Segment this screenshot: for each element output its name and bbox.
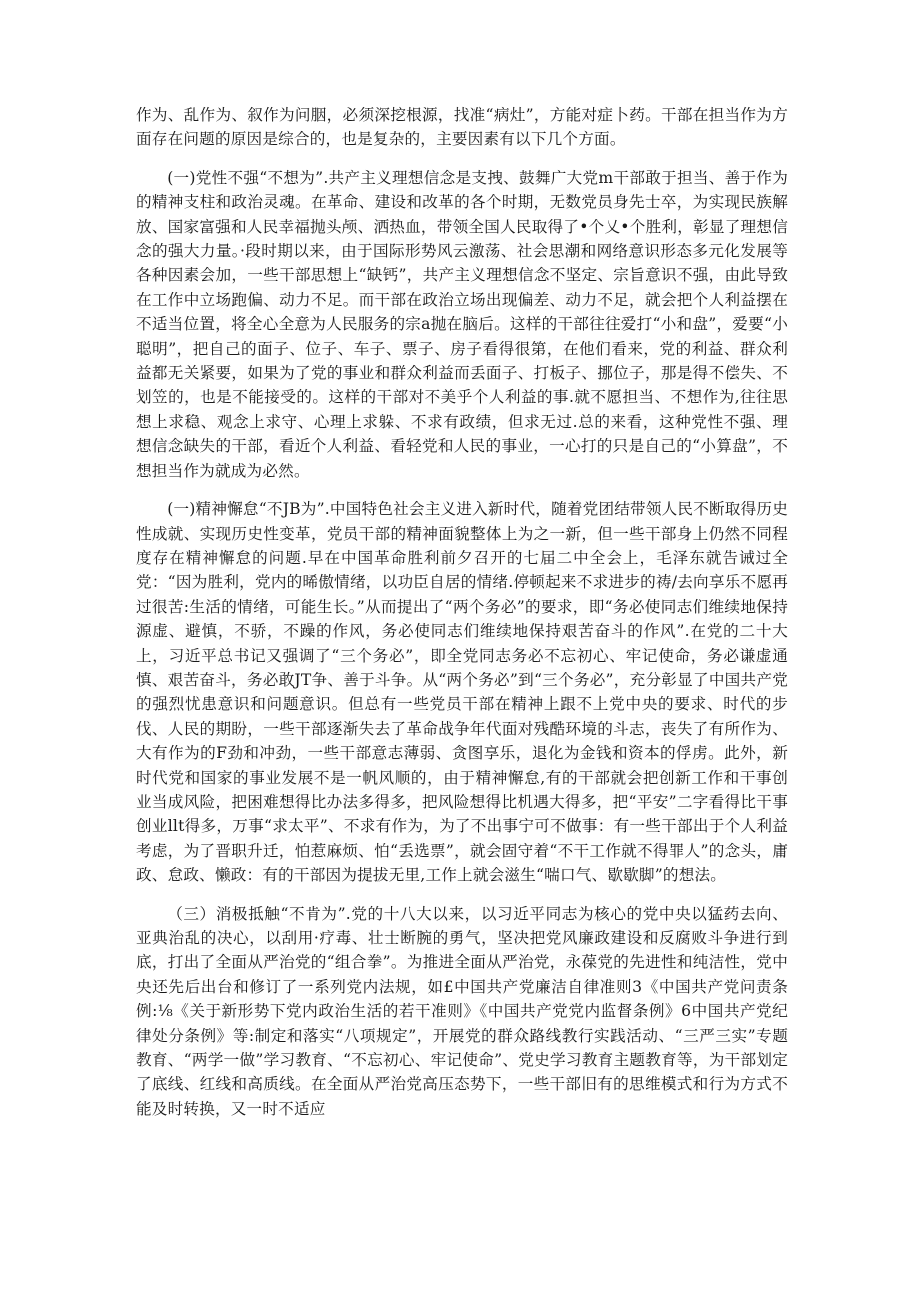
paragraph-intro-continuation: 作为、乱作为、叙作为问胭，必须深挖根源，找准“病灶”，方能对症卜药。干部在担当作为方面存在问题的原因是综合的，也是复杂的，主要因素有以下几个方面。 <box>136 106 788 149</box>
paragraph-section-1-weak-party-spirit: (一)党性不强“不想为”.共产主义理想信念是支拽、鼓舞广大党m干部敢于担当、善于作为的精神支柱和政治灵魂。在革命、建设和改革的各个时期，无数党员身先士卒，为实现民族解放、国家富强和人民幸福抛头颅、洒热血，带领全国人民取得了•个乂•个胜利，彰显了理想信念的强大力量。·段时期以来，由于国际形势风云激荡、社会思潮和网络意识形态多元化发展等各种因素会加，一些干部思想上“缺钙”，共产主义理想信念不坚定、宗旨意识不强，由此导致在工作中立场跑偏、动力不足。而干部在政治立场出现偏差、动力不足，就会把个人利益摆在不适当位置，将全心全意为人民服务的宗a抛在脑后。这样的干部往往爱打“小和盘”，爱要“小聪明”，把自己的面子、位子、车子、票子、房子看得很第，在他们看来，党的利益、群众利益都无关紧要，如果为了党的事业和群众利益而丢面子、打板子、挪位子，那是得不偿失、不划笠的，也是不能接受的。这样的干部对不美乎个人利益的事.就不愿担当、不想作为,往往思想上求稳、观念上求守、心理上求躲、不求有政绩，但求无过.总的来看，这种党性不强、理想信念缺失的干部，看近个人利益、看轻党和人民的事业，一心打的只是自己的“小算盘”，不想担当作为就成为必然。 <box>136 168 788 480</box>
paragraph-section-2-spiritual-slack: (一)精神懈怠“不JB为”.中国特色社会主义进入新时代，随着党团结带领人民不断取得历史性成就、实现历史性变革，党员干部的精神面貌整体上为之一新，但一些干部身上仍然不同程度存在精神懈怠的问题.早在中国革命胜利前夕召开的七届二中全会上，毛泽东就告诫过全党：“因为胜利，党内的晞傲情绪，以功臣自居的情绪.停顿起来不求进步的祷/去向享乐不愿再过很苦:生活的情绪，可能生长。”从而提出了“两个务必”的要求，即“务必使同志们维续地保持源虚、避慎，不骄，不躁的作风，务必使同志们维续地保持艰苦奋斗的作风”.在党的二十大上，习近平总书记又强调了“三个务必”，即全党同志务必不忘初心、牢记使命，务必谦虚通慎、艰苦奋斗，务必敢JT争、善于斗争。从“两个务必”到“三个务必”，充分彰显了中国共产党的强烈忧患意识和问题意识。但总有一些党员干部在精神上跟不上党中央的要求、时代的步伐、人民的期盼，一些干部逐渐失去了革命战争年代面对残酷环境的斗志，丧失了有所作为、大有作为的F劲和冲劲，一些干部意志薄弱、贪图享乐，退化为金钱和资本的俘虏。此外，新时代党和国家的事业发展不是一帆风顺的，由于精神懈怠,有的干部就会把创新工作和干事创业当成风险，把困难想得比办法多得多，把风险想得比机遇大得多，把“平安”二字看得比干事创业llt得多，万事“求太平”、不求有作为，为了不出事宁可不做事：有一些干部出于个人利益考虑，为了晋职升迁，怕惹麻烦、怕“丢选票”，就会固守着“不干工作就不得罪人”的念头，庸政、怠政、懒政：有的干部因为提拔无里,工作上就会滋生“喘口气、歇歇脚”的想法。 <box>136 500 788 885</box>
paragraph-section-3-passive-resistance: （三）消极抵触“不肯为”.党的十八大以来，以习近平同志为核心的党中央以猛药去向、亚典治乱的决心，以刮用·疗毒、壮士断腕的勇气，坚决把党风廉政建设和反腐败斗争进行到底，打出了全面从严治党的“组合拳”。为推进全面从严治党，永葆党的先进性和纯洁性，党中央还先后出台和修订了一系列党内法规，如£中国共产党廉洁自律准则3《中国共产党问责条例:⅛《关于新形势下党内政治生活的若干准则》《中国共产党党内监督条例》6中国共产党纪律处分条例》等:制定和落实“八项规定”，开展党的群众路线教行实践活动、“三严三实”专题教育、“两学一做”学习教育、“不忘初心、牢记使命”、党史学习教育主题教育等，为干部划定了底线、红线和高质线。在全面从严治党高压态势下，一些干部旧有的思维模式和行为方式不能及时转换，又一时不适应 <box>136 904 788 1118</box>
document-body <box>136 103 788 1135</box>
